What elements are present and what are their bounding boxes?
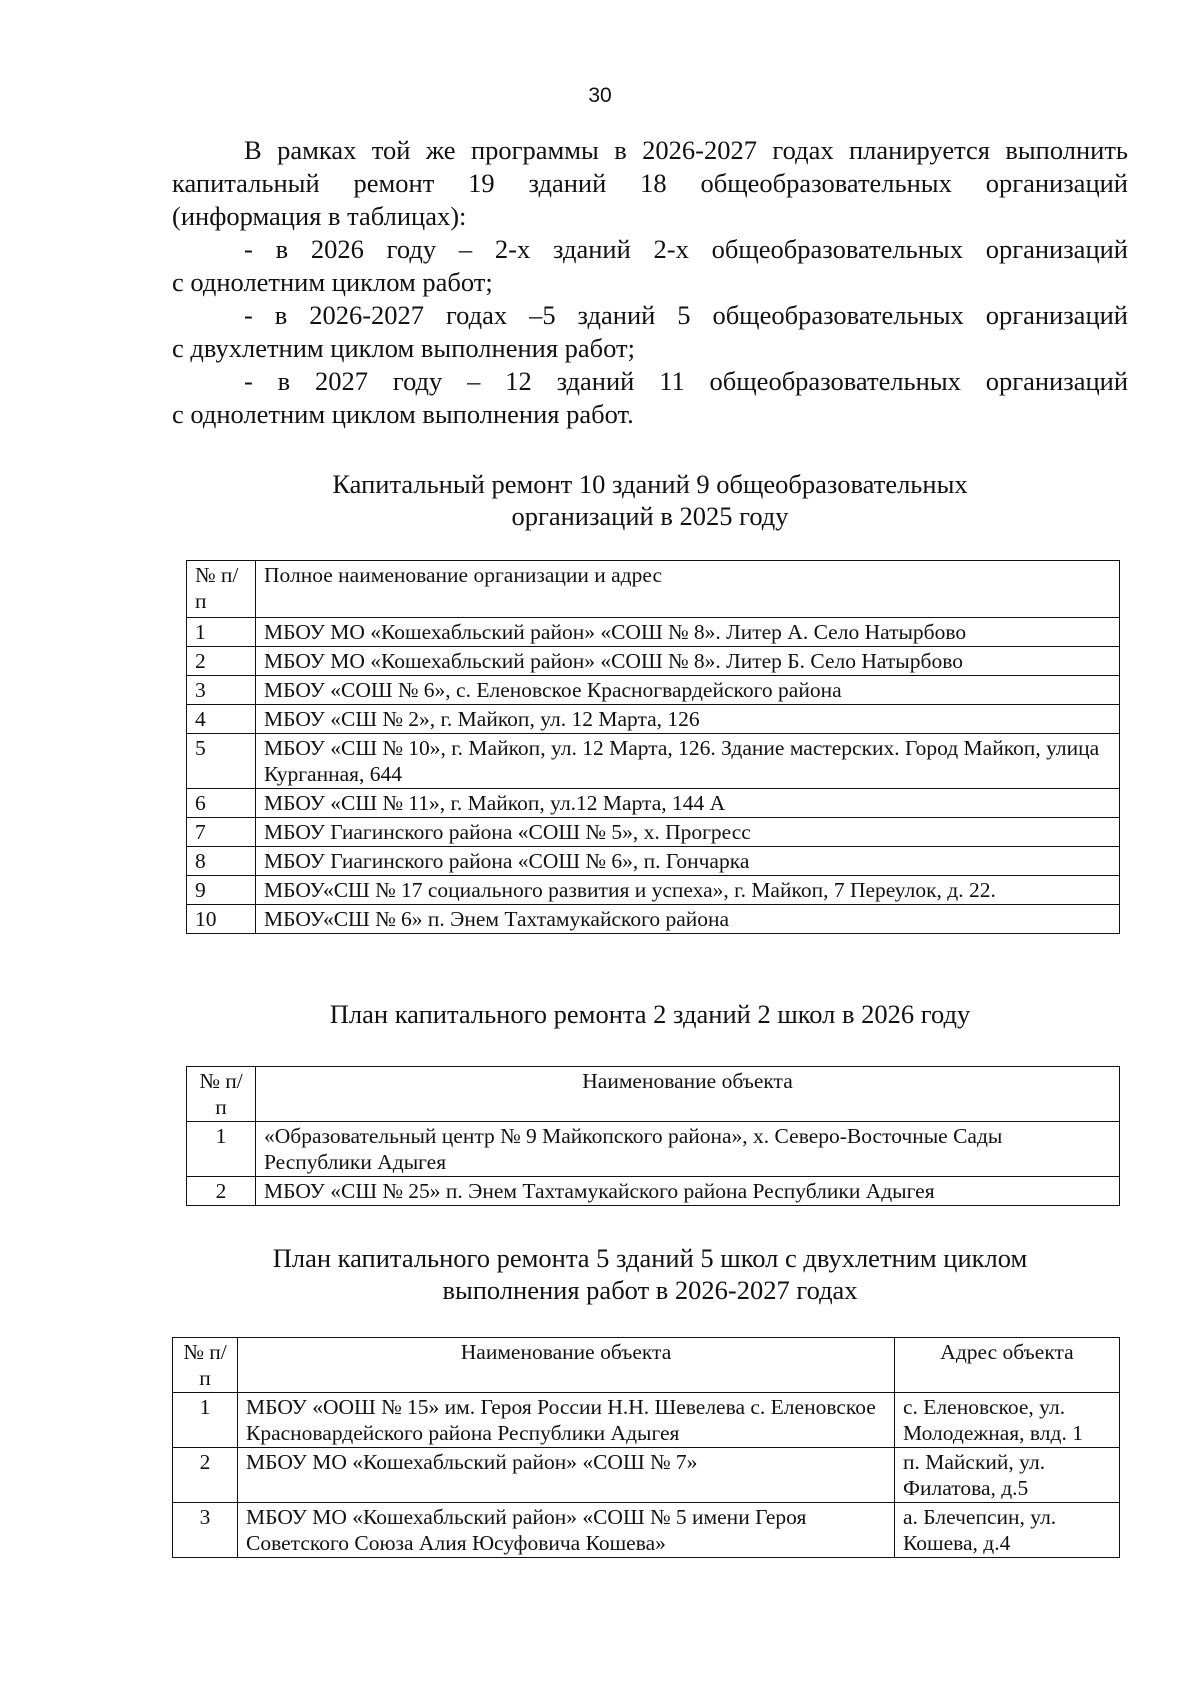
table-header-row (187, 561, 1120, 618)
table-row (187, 818, 1120, 847)
bullet-line: с двухлетним циклом выполнения работ; (172, 333, 635, 363)
table-row (187, 734, 1120, 789)
table-row (187, 847, 1120, 876)
table1-title (172, 468, 1128, 532)
row-num: 6 (187, 789, 256, 818)
row-num: 10 (187, 905, 256, 934)
row-num: 9 (187, 876, 256, 905)
row-name: МБОУ МО «Кошехабльский район» «СОШ № 7» (238, 1448, 895, 1503)
bullet-line: - в 2026-2027 годах –5 зданий 5 общеобразовательных организаций (244, 300, 1128, 330)
page-number: 30 (588, 84, 612, 107)
table3-title-line: выполнения работ в 2026-2027 годах (442, 1275, 858, 1305)
table-row (187, 905, 1120, 934)
row-num: 1 (187, 618, 256, 647)
row-num: 4 (187, 705, 256, 734)
table1 (186, 560, 1120, 934)
bullet-line: - в 2026 году – 2-х зданий 2-х общеобразовательных организаций (244, 234, 1128, 264)
row-num: 2 (187, 647, 256, 676)
header-num: № п/п (187, 1067, 256, 1122)
row-name: МБОУ «ООШ № 15» им. Героя России Н.Н. Шевелева с. Еленовское Красновардейского района Республики Адыгея (238, 1393, 895, 1448)
row-address: а. Блечепсин, ул. Кошева, д.4 (895, 1503, 1120, 1558)
row-name: МБОУ Гиагинского района «СОШ № 6», п. Гончарка (256, 847, 1120, 876)
row-name: МБОУ«СШ № 6» п. Энем Тахтамукайского района (256, 905, 1120, 934)
row-name: МБОУ МО «Кошехабльский район» «СОШ № 5 имени Героя Советского Союза Алия Юсуфовича Кошева» (238, 1503, 895, 1558)
header-num: № п/п (187, 561, 256, 618)
table-row (187, 1177, 1120, 1206)
intro-text (172, 134, 1128, 431)
bullet-line: с однолетним циклом работ; (172, 267, 493, 297)
header-name: Полное наименование организации и адрес (256, 561, 1120, 618)
table-row (187, 705, 1120, 734)
bullet-line: - в 2027 году – 12 зданий 11 общеобразовательных организаций (244, 366, 1128, 396)
table-row (187, 676, 1120, 705)
row-address: п. Майский, ул. Филатова, д.5 (895, 1448, 1120, 1503)
header-address: Адрес объекта (895, 1338, 1120, 1393)
header-name: Наименование объекта (238, 1338, 895, 1393)
row-name: МБОУ «СОШ № 6», с. Еленовское Красногвардейского района (256, 676, 1120, 705)
row-num: 3 (173, 1503, 238, 1558)
row-address: с. Еленовское, ул. Молодежная, влд. 1 (895, 1393, 1120, 1448)
table3 (172, 1337, 1120, 1558)
row-name: МБОУ МО «Кошехабльский район» «СОШ № 8». Литер Б. Село Натырбово (256, 647, 1120, 676)
table-header-row (173, 1338, 1120, 1393)
table1-title-line: организаций в 2025 году (511, 501, 789, 531)
table3-title (172, 1242, 1128, 1306)
intro-line: (информация в таблицах): (172, 201, 467, 231)
table-row (173, 1448, 1120, 1503)
table2-title: План капитального ремонта 2 зданий 2 школ в 2026 году (329, 999, 971, 1029)
row-name: МБОУ Гиагинского района «СОШ № 5», х. Прогресс (256, 818, 1120, 847)
row-name: МБОУ «СШ № 11», г. Майкоп, ул.12 Марта, 144 А (256, 789, 1120, 818)
row-num: 1 (173, 1393, 238, 1448)
header-name: Наименование объекта (256, 1067, 1120, 1122)
row-num: 2 (187, 1177, 256, 1206)
row-num: 3 (187, 676, 256, 705)
row-name: МБОУ «СШ № 10», г. Майкоп, ул. 12 Марта, 126. Здание мастерских. Город Майкоп, улица Курганная, 644 (256, 734, 1120, 789)
row-num: 7 (187, 818, 256, 847)
table-row (187, 876, 1120, 905)
row-name: МБОУ МО «Кошехабльский район» «СОШ № 8». Литер А. Село Натырбово (256, 618, 1120, 647)
table3-title-line: План капитального ремонта 5 зданий 5 школ с двухлетним циклом (272, 1243, 1028, 1273)
table-row (187, 618, 1120, 647)
row-num: 8 (187, 847, 256, 876)
row-num: 2 (173, 1448, 238, 1503)
header-num: № п/п (173, 1338, 238, 1393)
table-row (187, 1122, 1120, 1177)
table1-title-line: Капитальный ремонт 10 зданий 9 общеобразовательных (332, 469, 968, 499)
row-name: МБОУ«СШ № 17 социального развития и успеха», г. Майкоп, 7 Переулок, д. 22. (256, 876, 1120, 905)
row-name: МБОУ «СШ № 2», г. Майкоп, ул. 12 Марта, 126 (256, 705, 1120, 734)
table-row (187, 789, 1120, 818)
row-name: «Образовательный центр № 9 Майкопского района», х. Северо-Восточные Сады Республики Адыгея (256, 1122, 1120, 1177)
row-num: 5 (187, 734, 256, 789)
table-row (173, 1503, 1120, 1558)
intro-line: В рамках той же программы в 2026-2027 годах планируется выполнить (244, 135, 1128, 165)
row-num: 1 (187, 1122, 256, 1177)
table-header-row (187, 1067, 1120, 1122)
bullet-line: с однолетним циклом выполнения работ. (172, 399, 634, 429)
table-row (173, 1393, 1120, 1448)
intro-line: капитальный ремонт 19 зданий 18 общеобразовательных организаций (172, 168, 1128, 198)
row-name: МБОУ «СШ № 25» п. Энем Тахтамукайского района Республики Адыгея (256, 1177, 1120, 1206)
table-row (187, 647, 1120, 676)
table2 (186, 1066, 1120, 1206)
